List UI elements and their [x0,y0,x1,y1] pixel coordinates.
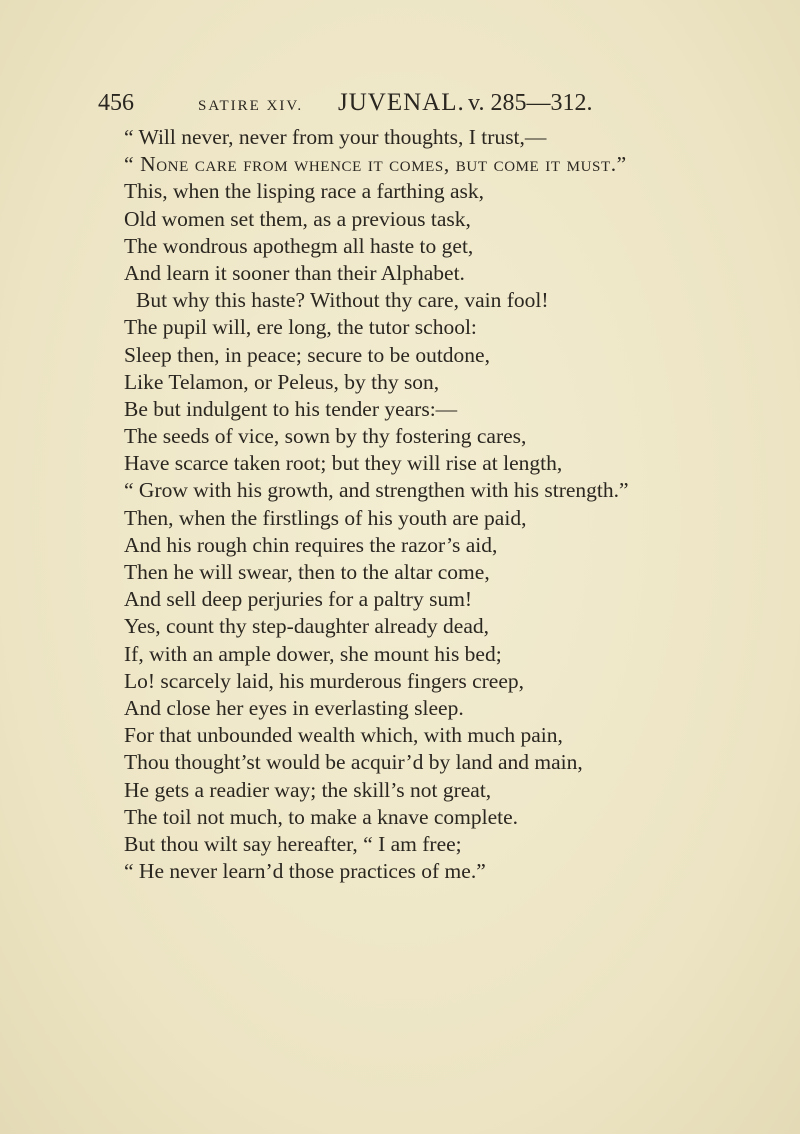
poem-line: Yes, count thy step-daughter already dead, [124,614,490,639]
poem-line: He gets a readier way; the skill’s not great, [124,777,492,802]
poem-line: Be but indulgent to his tender years:— [124,396,458,421]
poem-line: Have scarce taken root; but they will rise at length, [124,451,563,476]
poem-line: Then he will swear, then to the altar come, [124,560,490,584]
poem-line: Lo! scarcely laid, his murderous fingers creep, [124,668,524,693]
poem-line: Like Telamon, or Peleus, by thy son, [124,369,440,394]
poem-text [124,124,794,885]
poem-line: “ Will never, never from your thoughts, I trust,— [124,125,547,149]
verse-range: v. 285—312. [468,90,593,116]
poem-line: If, with an ample dower, she mount his bed; [124,641,502,666]
poem-line: For that unbounded wealth which, with much pain, [124,723,563,748]
poem-line: “ Grow with his growth, and strengthen with his strength.” [124,478,629,503]
running-header [98,86,758,120]
poem-line: Then, when the firstlings of his youth are paid, [124,505,527,530]
poem-line: “ He never learn’d those practices of me.” [124,859,486,884]
satire-title: SATIRE XIV. [198,98,304,114]
poem-line: Thou thought’st would be acquir’d by land and main, [124,750,583,775]
poem-line: But why this haste? Without thy care, vain fool! [136,288,549,313]
poem-line: This, when the lisping race a farthing ask, [124,179,485,204]
author-name: JUVENAL. [338,89,465,116]
poem-line: And learn it sooner than their Alphabet. [124,260,465,285]
poem-line: And sell deep perjuries for a paltry sum! [124,587,473,612]
page-number: 456 [98,90,134,116]
poem-line: The toil not much, to make a knave complete. [124,804,519,829]
poem-line: The seeds of vice, sown by thy fostering cares, [124,424,527,449]
poem-line: The wondrous apothegm all haste to get, [124,233,474,258]
poem-line: The pupil will, ere long, the tutor school: [124,315,477,340]
poem-line: “ None care from whence it comes, but come it must.” [124,152,627,177]
poem-line: And close her eyes in everlasting sleep. [124,695,464,720]
poem-line: But thou wilt say hereafter, “ I am free; [124,831,462,856]
poem-line: And his rough chin requires the razor’s aid, [124,532,498,557]
poem-line: Sleep then, in peace; secure to be outdone, [124,342,490,367]
poem-line: Old women set them, as a previous task, [124,206,471,231]
